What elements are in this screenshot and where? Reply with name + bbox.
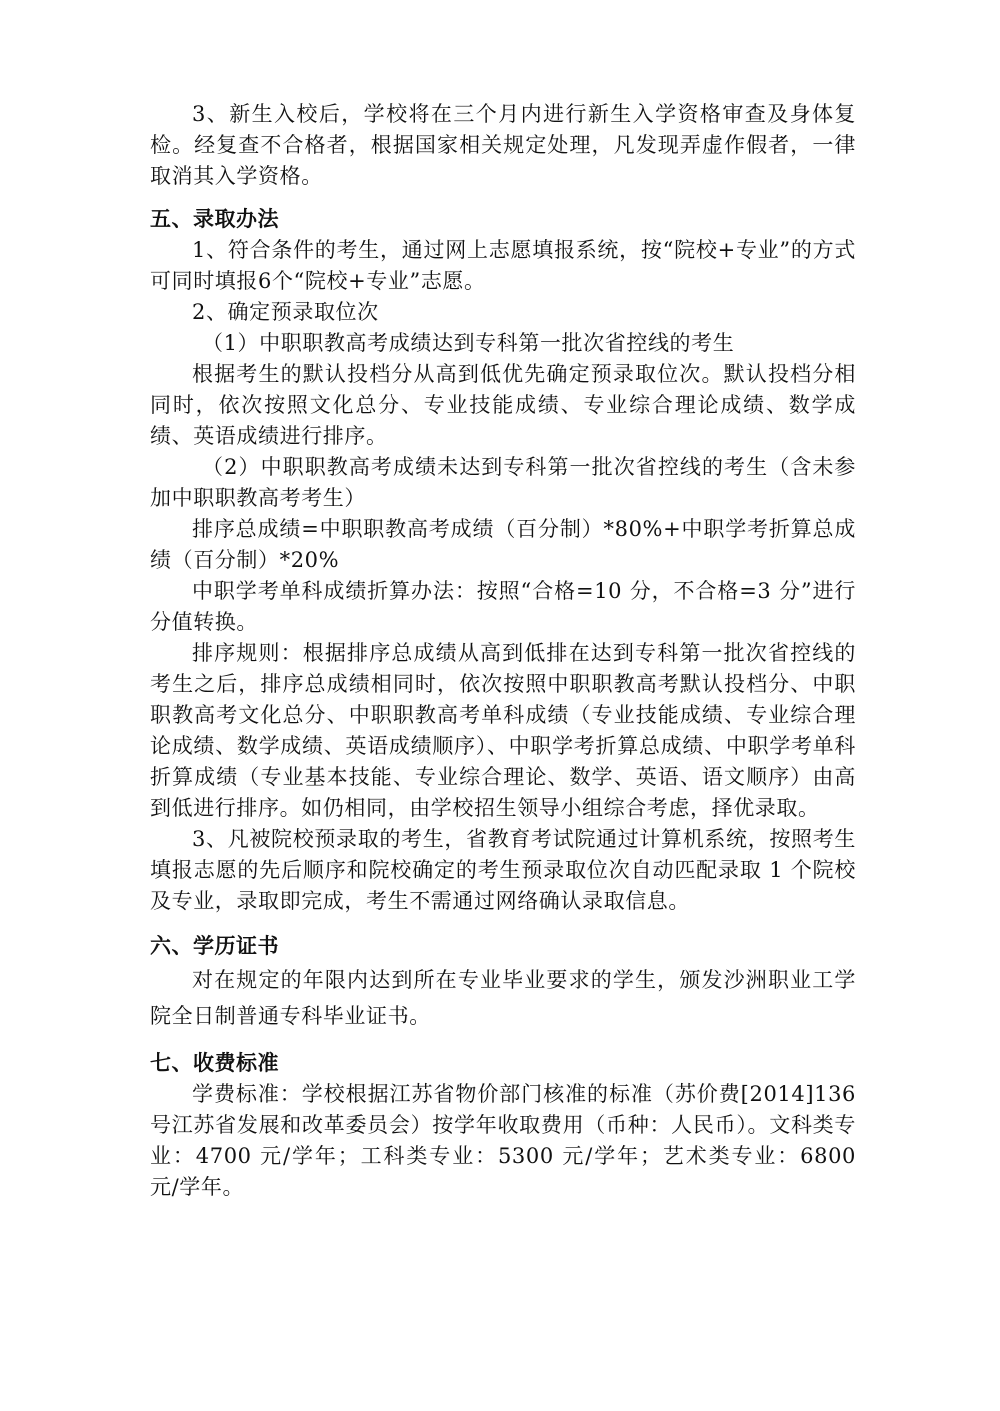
document-page	[150, 99, 856, 1203]
section-heading-fees: 七、收费标准	[150, 1051, 279, 1075]
ranking-rules: 排序规则：根据排序总成绩从高到低排在达到专科第一批次省控线的考生之后，排序总成绩相同时，依次按照中职职教高考默认投档分、中职职教高考文化总分、中职职教高考单科成绩（专业技能成绩、专业综合理论成绩、数学成绩、英语成绩顺序）、中职学考折算总成绩、中职学考单科折算成绩（专业基本技能、专业综合理论、数学、英语、语文顺序）由高到低进行排序。如仍相同，由学校招生领导小组综合考虑，择优录取。	[150, 641, 856, 820]
health-recheck-paragraph: 3、新生入校后，学校将在三个月内进行新生入学资格审查及身体复检。经复查不合格者，根据国家相关规定处理，凡发现弄虚作假者，一律取消其入学资格。	[150, 102, 856, 188]
admission-item-3: 3、凡被院校预录取的考生，省教育考试院通过计算机系统，按照考生填报志愿的先后顺序和院校确定的考生预录取位次自动匹配录取 1 个院校及专业，录取即完成，考生不需通过网络确认录取信息。	[150, 827, 856, 913]
section-heading-admission: 五、录取办法	[150, 207, 279, 231]
admission-item-2-1-title: （1）中职职教高考成绩达到专科第一批次省控线的考生	[202, 331, 735, 355]
ranking-formula: 排序总成绩=中职职教高考成绩（百分制）*80%+中职学考折算总成绩（百分制）*20%	[150, 517, 856, 572]
fees-paragraph: 学费标准：学校根据江苏省物价部门核准的标准（苏价费[2014]136 号江苏省发展和改革委员会）按学年收取费用（币种：人民币）。文科类专业：4700 元/学年；工科类专业：5300 元/学年；艺术类专业：6800 元/学年。	[150, 1082, 856, 1199]
admission-item-1: 1、符合条件的考生，通过网上志愿填报系统，按“院校+专业”的方式可同时填报6个“院校+专业”志愿。	[150, 238, 856, 293]
admission-item-2-2-title: （2）中职职教高考成绩未达到专科第一批次省控线的考生（含未参加中职职教高考考生）	[150, 455, 856, 510]
diploma-paragraph: 对在规定的年限内达到所在专业毕业要求的学生，颁发沙洲职业工学院全日制普通专科毕业证书。	[150, 968, 856, 1028]
score-conversion-rule: 中职学考单科成绩折算办法：按照“合格=10 分，不合格=3 分”进行分值转换。	[150, 579, 856, 634]
admission-item-2-1-body: 根据考生的默认投档分从高到低优先确定预录取位次。默认投档分相同时，依次按照文化总分、专业技能成绩、专业综合理论成绩、数学成绩、英语成绩进行排序。	[150, 362, 856, 448]
admission-item-2: 2、确定预录取位次	[192, 300, 379, 324]
section-heading-diploma: 六、学历证书	[150, 934, 279, 958]
